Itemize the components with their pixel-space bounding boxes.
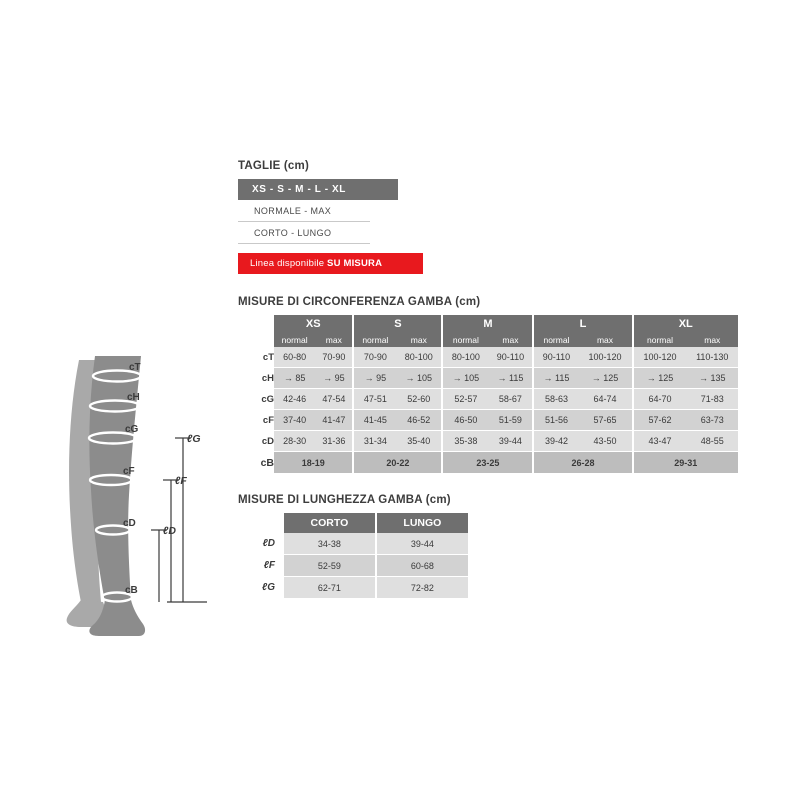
circumference-cell: 28-30 <box>274 431 315 452</box>
circumference-cell-cb: 18-19 <box>274 452 353 474</box>
circumference-cell: 43-50 <box>578 431 632 452</box>
circumference-cell: → 125 <box>578 368 632 389</box>
circumference-cell: 31-36 <box>315 431 353 452</box>
circumference-cell: 46-50 <box>442 410 488 431</box>
circumference-cell: 70-90 <box>353 347 396 368</box>
circumference-row-label-cF: cF <box>238 410 274 431</box>
circumference-cell-cb: 26-28 <box>533 452 632 474</box>
length-cell-lungo: 60-68 <box>376 555 468 577</box>
circumference-cell: 47-54 <box>315 389 353 410</box>
circumference-subheader-m-normal: normal <box>442 332 488 347</box>
circumference-row-label-cG: cG <box>238 389 274 410</box>
circumference-cell: 58-63 <box>533 389 578 410</box>
table-row <box>238 431 738 452</box>
circumference-subheader-s-normal: normal <box>353 332 396 347</box>
circumference-group-xl: XL <box>633 315 739 332</box>
circumference-cell: → 85 <box>274 368 315 389</box>
circumference-cell: → 95 <box>315 368 353 389</box>
circumference-sub-header-row <box>238 332 738 347</box>
circumference-cell: 60-80 <box>274 347 315 368</box>
sizes-range-bar: XS - S - M - L - XL <box>238 179 398 200</box>
length-cell-lungo: 39-44 <box>376 533 468 555</box>
table-row <box>238 347 738 368</box>
circumference-row-label-cB: cB <box>238 452 274 474</box>
circumference-cell: 90-110 <box>488 347 533 368</box>
length-header-row <box>238 513 468 533</box>
circumference-subheader-xl-max: max <box>687 332 738 347</box>
leg-measurement-diagram <box>55 350 230 640</box>
circumference-title: MISURE DI CIRCONFERENZA GAMBA (cm) <box>238 296 481 308</box>
custom-line-badge-bold: SU MISURA <box>327 258 383 269</box>
circumference-cell: 47-51 <box>353 389 396 410</box>
circumference-corner-cell <box>238 315 274 332</box>
circumference-table-body <box>238 347 738 474</box>
circumference-cell: 48-55 <box>687 431 738 452</box>
circumference-cell: 39-44 <box>488 431 533 452</box>
sizes-title: TAGLIE (cm) <box>238 160 309 172</box>
circumference-cell: 110-130 <box>687 347 738 368</box>
length-cell-corto: 52-59 <box>284 555 376 577</box>
circumference-cell: 37-40 <box>274 410 315 431</box>
circumference-cell: 52-60 <box>396 389 442 410</box>
custom-line-badge-text: Linea disponibile <box>250 258 328 269</box>
circumference-cell-cb: 23-25 <box>442 452 533 474</box>
circumference-subheader-s-max: max <box>396 332 442 347</box>
length-header-corto: CORTO <box>284 513 376 533</box>
circumference-row-label-cD: cD <box>238 431 274 452</box>
circumference-cell: 41-45 <box>353 410 396 431</box>
length-cell-lungo: 72-82 <box>376 577 468 599</box>
circumference-cell: 100-120 <box>578 347 632 368</box>
length-header-lungo: LUNGO <box>376 513 468 533</box>
table-row <box>238 555 468 577</box>
circumference-cell: → 105 <box>442 368 488 389</box>
circumference-cell: → 115 <box>488 368 533 389</box>
length-title: MISURE DI LUNGHEZZA GAMBA (cm) <box>238 494 451 506</box>
circumference-cell: → 135 <box>687 368 738 389</box>
circumference-cell: 35-40 <box>396 431 442 452</box>
diagram-label-lD: ℓD <box>163 525 177 537</box>
circumference-cell: 51-59 <box>488 410 533 431</box>
circumference-cell: 41-47 <box>315 410 353 431</box>
circumference-cell: → 115 <box>533 368 578 389</box>
circumference-group-xs: XS <box>274 315 353 332</box>
circumference-cell-cb: 29-31 <box>633 452 739 474</box>
length-row-label: ℓD <box>238 533 284 555</box>
circumference-subheader-m-max: max <box>488 332 533 347</box>
circumference-cell-cb: 20-22 <box>353 452 442 474</box>
length-cell-corto: 62-71 <box>284 577 376 599</box>
circumference-group-m: M <box>442 315 533 332</box>
diagram-label-cF: cF <box>123 466 135 477</box>
circumference-subheader-xs-max: max <box>315 332 353 347</box>
circumference-cell: 39-42 <box>533 431 578 452</box>
circumference-subheader-l-max: max <box>578 332 632 347</box>
circumference-cell: 71-83 <box>687 389 738 410</box>
circumference-subheader-xs-normal: normal <box>274 332 315 347</box>
circumference-cell: 80-100 <box>396 347 442 368</box>
table-row <box>238 452 738 474</box>
length-row-label: ℓG <box>238 577 284 599</box>
circumference-row-label-cT: cT <box>238 347 274 368</box>
circumference-cell: → 125 <box>633 368 687 389</box>
circumference-group-l: L <box>533 315 632 332</box>
circumference-cell: 57-62 <box>633 410 687 431</box>
table-row <box>238 577 468 599</box>
circumference-cell: 100-120 <box>633 347 687 368</box>
circumference-cell: 63-73 <box>687 410 738 431</box>
circumference-cell: 35-38 <box>442 431 488 452</box>
circumference-cell: 90-110 <box>533 347 578 368</box>
sizes-option-corto-lungo: CORTO - LUNGO <box>238 222 370 244</box>
circumference-group-header-row <box>238 315 738 332</box>
table-row <box>238 368 738 389</box>
circumference-corner-cell-2 <box>238 332 274 347</box>
circumference-row-label-cH: cH <box>238 368 274 389</box>
circumference-cell: 64-74 <box>578 389 632 410</box>
table-row <box>238 533 468 555</box>
circumference-cell: 51-56 <box>533 410 578 431</box>
diagram-label-cT: cT <box>129 362 141 373</box>
length-cell-corto: 34-38 <box>284 533 376 555</box>
circumference-subheader-xl-normal: normal <box>633 332 687 347</box>
diagram-label-cD: cD <box>123 518 136 529</box>
circumference-cell: 52-57 <box>442 389 488 410</box>
circumference-cell: 57-65 <box>578 410 632 431</box>
length-table <box>238 513 468 599</box>
circumference-cell: 46-52 <box>396 410 442 431</box>
circumference-cell: 31-34 <box>353 431 396 452</box>
table-row <box>238 389 738 410</box>
circumference-group-s: S <box>353 315 442 332</box>
circumference-cell: → 95 <box>353 368 396 389</box>
custom-line-badge <box>238 253 423 274</box>
diagram-label-lG: ℓG <box>187 433 201 445</box>
circumference-subheader-l-normal: normal <box>533 332 578 347</box>
diagram-label-lF: ℓF <box>175 475 187 487</box>
length-row-label: ℓF <box>238 555 284 577</box>
circumference-cell: 42-46 <box>274 389 315 410</box>
diagram-label-cG: cG <box>125 424 139 435</box>
circumference-cell: 64-70 <box>633 389 687 410</box>
circumference-cell: 70-90 <box>315 347 353 368</box>
circumference-cell: 58-67 <box>488 389 533 410</box>
circumference-cell: 43-47 <box>633 431 687 452</box>
circumference-table <box>238 315 738 474</box>
diagram-label-cH: cH <box>127 392 140 403</box>
length-corner-cell <box>238 513 284 533</box>
circumference-cell: 80-100 <box>442 347 488 368</box>
length-table-body <box>238 533 468 599</box>
circumference-cell: → 105 <box>396 368 442 389</box>
diagram-label-cB: cB <box>125 585 138 596</box>
sizes-option-normale-max: NORMALE - MAX <box>238 200 370 222</box>
table-row <box>238 410 738 431</box>
